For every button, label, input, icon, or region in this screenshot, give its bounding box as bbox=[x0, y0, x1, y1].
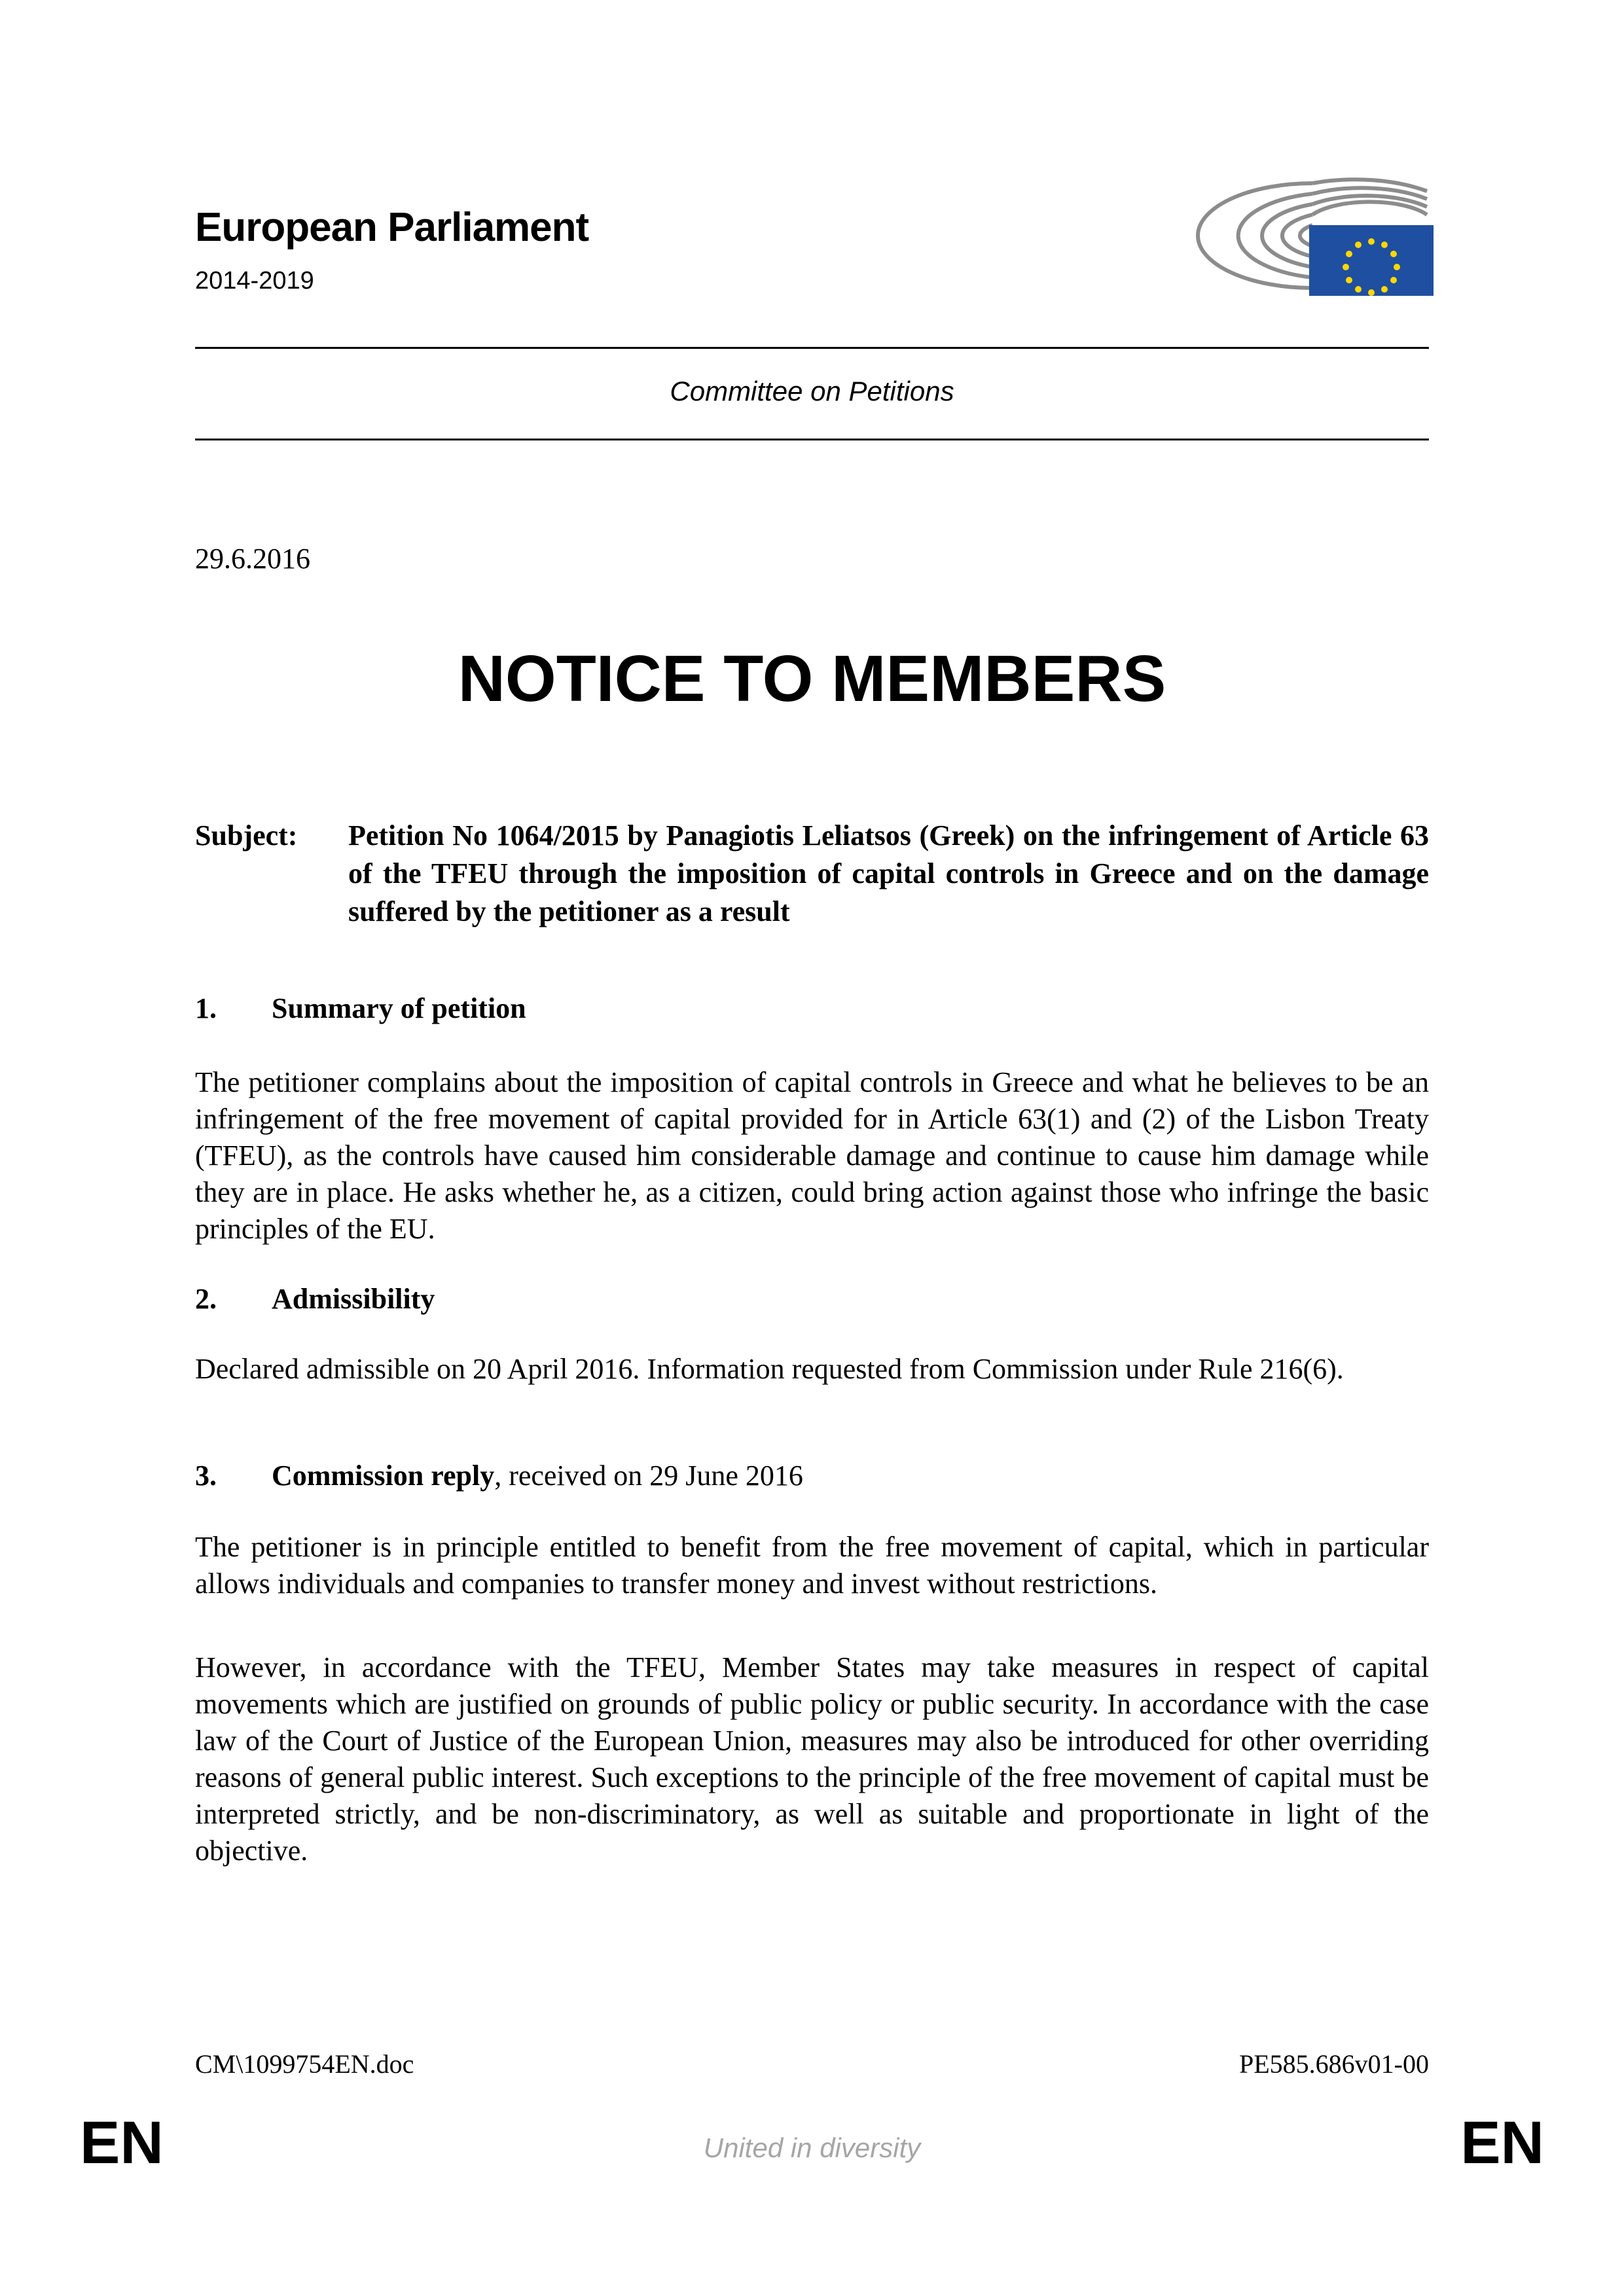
section-3-paragraph-1: The petitioner is in principle entitled to benefit from the free movement of capital, which in particular allows individuals and companies to transfer money and invest without restrictions. bbox=[195, 1531, 1429, 1600]
committee-name: Committee on Petitions bbox=[670, 376, 954, 406]
language-code-right: EN bbox=[1460, 2109, 1544, 2176]
section-2-paragraph: Declared admissible on 20 April 2016. Information requested from Commission under Rule 216(6). bbox=[195, 1353, 1344, 1385]
header-divider-bottom bbox=[195, 439, 1429, 440]
section-3-title-suffix: , received on 29 June 2016 bbox=[494, 1460, 803, 1492]
organization-name: European Parliament bbox=[195, 205, 589, 250]
document-title: NOTICE TO MEMBERS bbox=[458, 642, 1166, 715]
parliamentary-term: 2014-2019 bbox=[195, 267, 314, 295]
section-2-number: 2. bbox=[195, 1283, 217, 1315]
section-3-paragraph-2: However, in accordance with the TFEU, Member States may take measures in respect of capital movements which are justified on grounds of public policy or public security. In accordance with the case law of the Court of Justice of the European Union, measures may also be introduced for other overriding reasons of general public interest. Such exceptions to the principle of the free movement of capital must be interpreted strictly, and be non-discriminatory, as well as suitable and proportionate in light of the objective. bbox=[195, 1651, 1429, 1867]
european-parliament-logo-icon bbox=[1178, 165, 1440, 296]
document-date: 29.6.2016 bbox=[195, 543, 310, 575]
section-1-number: 1. bbox=[195, 992, 217, 1024]
section-3-title: Commission reply, received on 29 June 2016 bbox=[272, 1460, 803, 1492]
subject-text: Petition No 1064/2015 by Panagiotis Leliatsos (Greek) on the infringement of Article 63 of the TFEU through the imposition of capital controls in Greece and on the damage suffered by the petitioner as a result bbox=[348, 819, 1429, 927]
footer-motto: United in diversity bbox=[703, 2132, 921, 2163]
section-2-title: Admissibility bbox=[272, 1283, 435, 1315]
section-1-title: Summary of petition bbox=[272, 992, 526, 1024]
section-1-paragraph: The petitioner complains about the imposition of capital controls in Greece and what he believes to be an infringement of the free movement of capital provided for in Article 63(1) and (2) of the Lisbon Treaty (TFEU), as the controls have caused him considerable damage and continue to cause him damage while they are in place. He asks whether he, as a citizen, could bring action against those who infringe the basic principles of the EU. bbox=[195, 1066, 1429, 1245]
subject-label: Subject: bbox=[195, 819, 298, 852]
section-3-number: 3. bbox=[195, 1460, 217, 1492]
language-code-left: EN bbox=[80, 2109, 164, 2176]
footer-document-reference: CM\1099754EN.doc bbox=[195, 2049, 414, 2079]
header-divider-top bbox=[195, 347, 1429, 349]
footer-pe-reference: PE585.686v01-00 bbox=[1239, 2049, 1429, 2079]
eu-flag-icon bbox=[1309, 225, 1434, 296]
